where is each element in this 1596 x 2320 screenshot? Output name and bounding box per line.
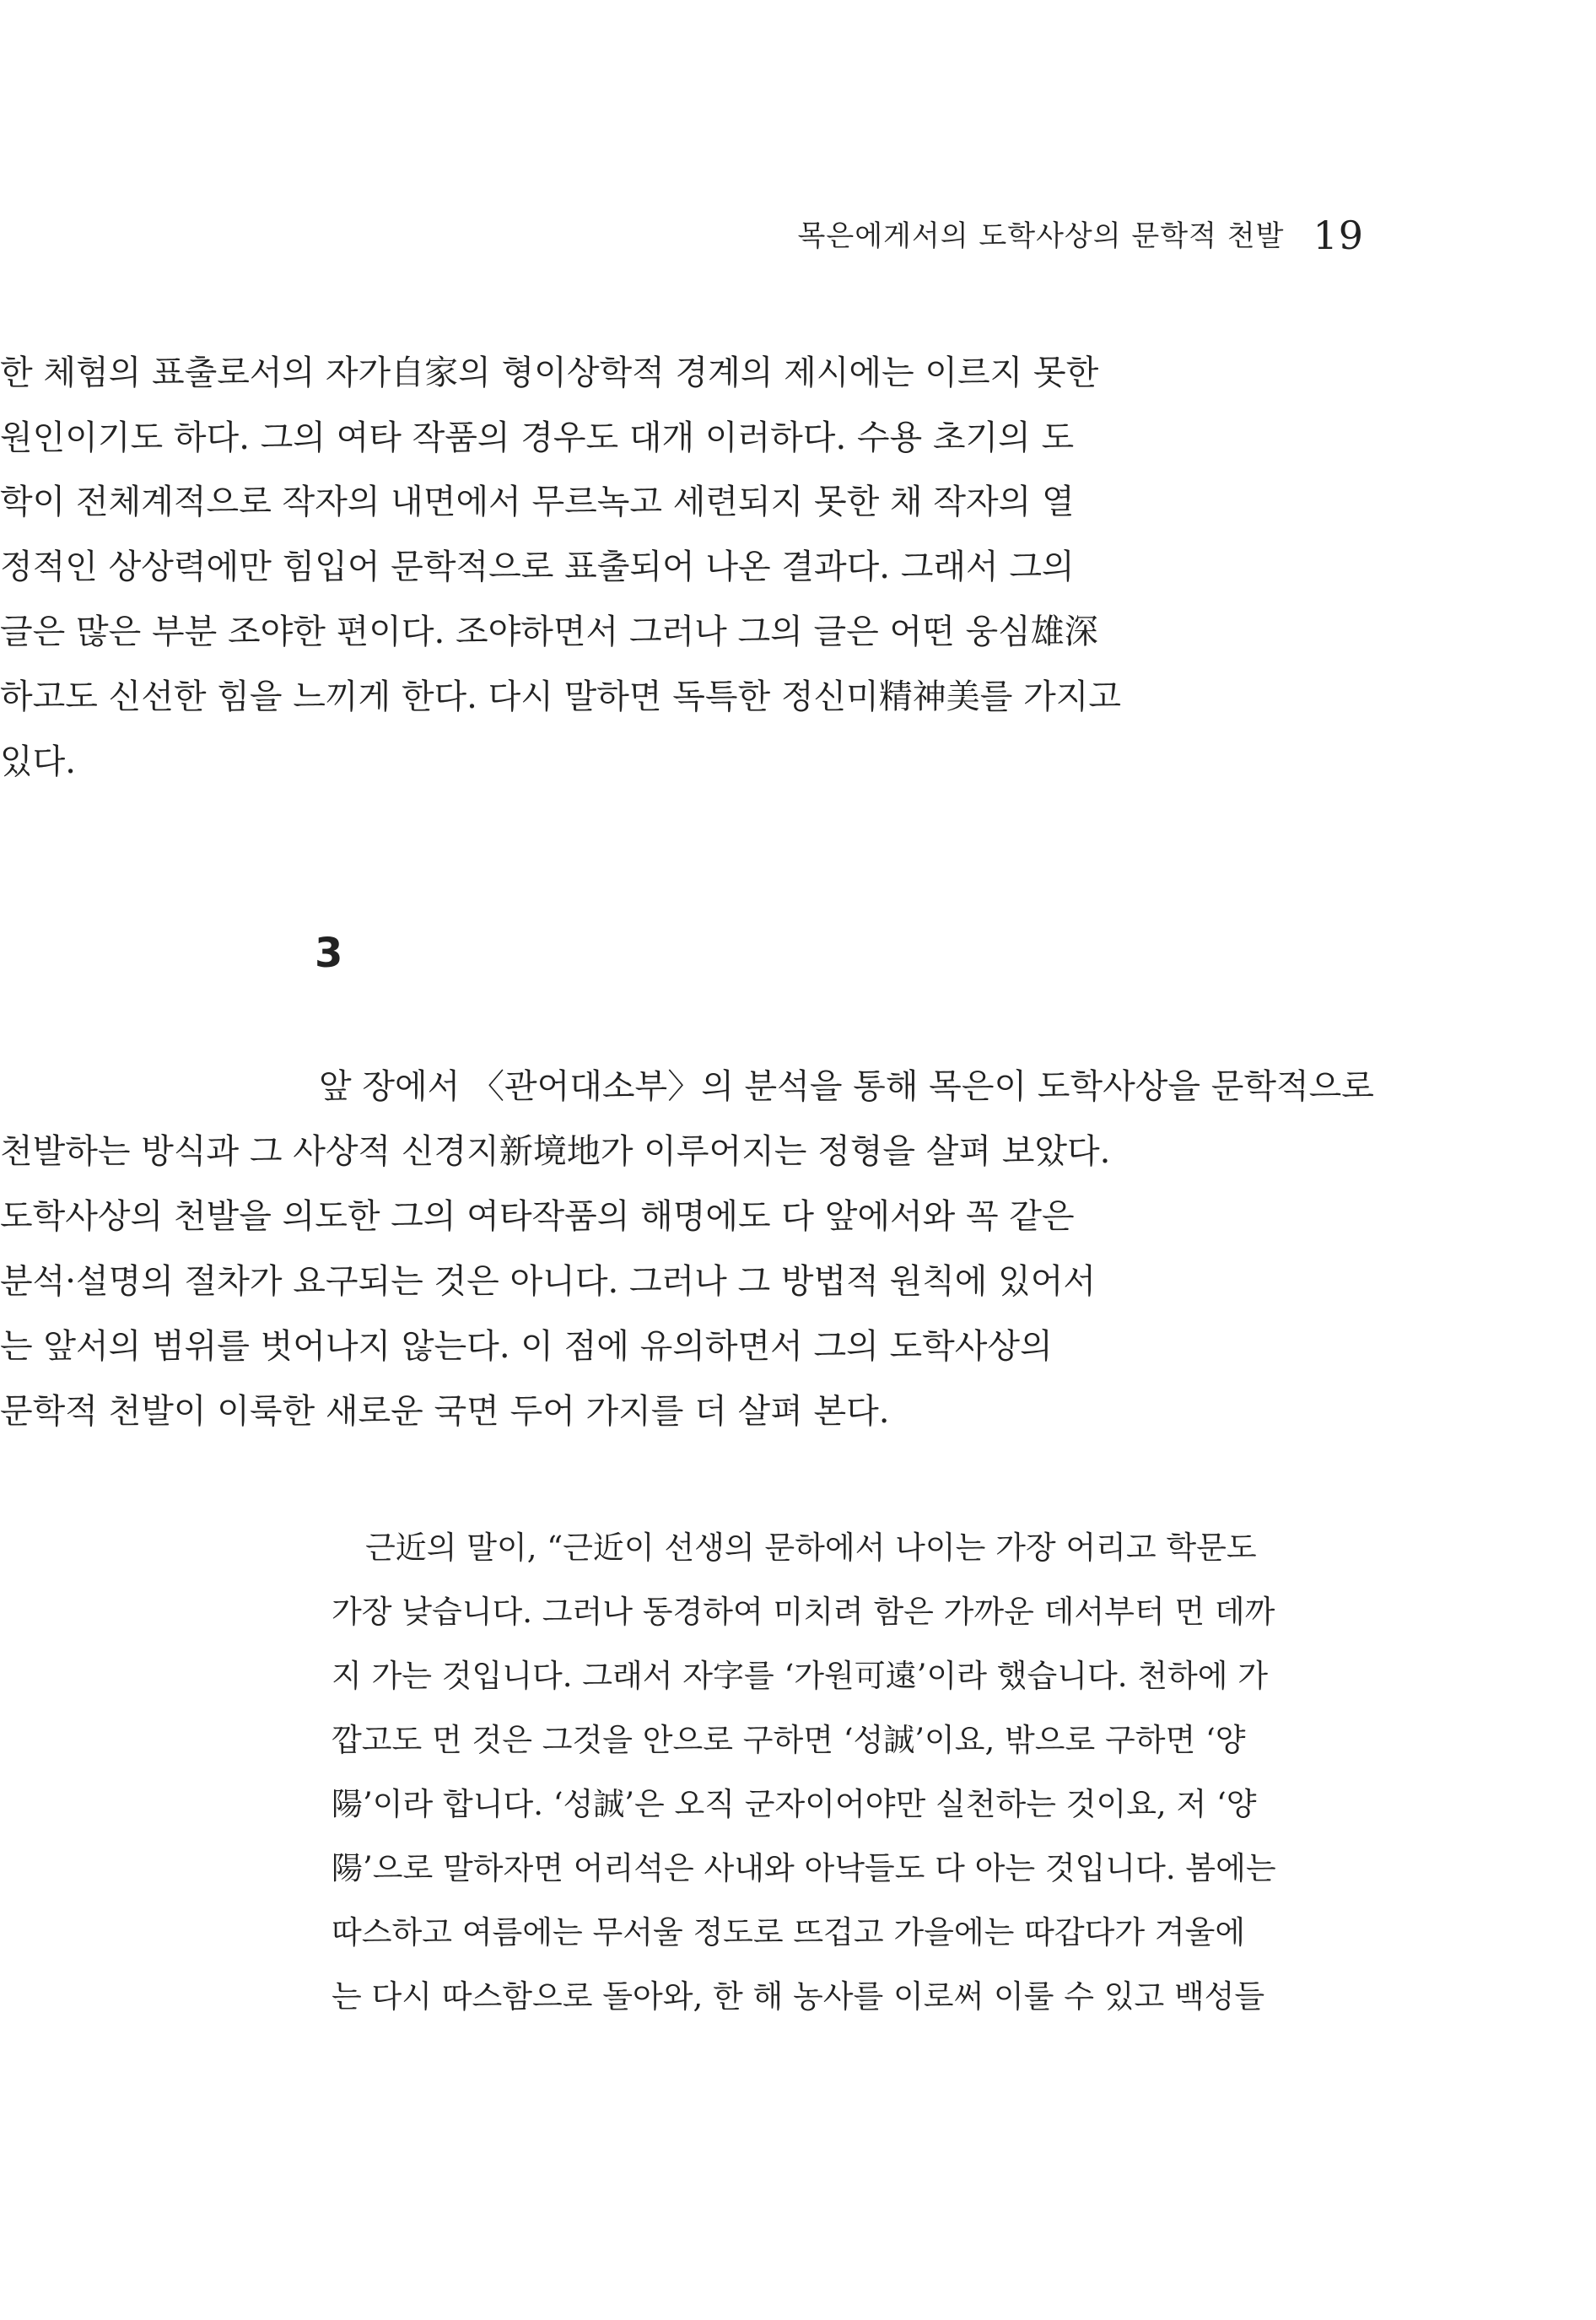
quote-line: 근近의 말이, “근近이 선생의 문하에서 나이는 가장 어리고 학문도 — [365, 1530, 1257, 1566]
quote-line: 는 다시 따스함으로 돌아와, 한 해 농사를 이로써 이룰 수 있고 백성들 — [332, 1978, 1265, 2015]
text-line: 정적인 상상력에만 힘입어 문학적으로 표출되어 나온 결과다. 그래서 그의 — [0, 548, 1075, 586]
running-title: 목은에게서의 도학사상의 문학적 천발 — [797, 219, 1285, 253]
text-line: 분석·설명의 절차가 요구되는 것은 아니다. 그러나 그 방법적 원칙에 있어서 — [0, 1262, 1097, 1301]
running-header — [797, 209, 1364, 258]
text-line: 한 체험의 표출로서의 자가自家의 형이상학적 경계의 제시에는 이르지 못한 — [0, 353, 1099, 392]
page-number: 19 — [1313, 213, 1364, 258]
text-line: 원인이기도 하다. 그의 여타 작품의 경우도 대개 이러하다. 수용 초기의 도 — [0, 418, 1075, 457]
section-number: 3 — [315, 930, 343, 977]
text-line: 천발하는 방식과 그 사상적 신경지新境地가 이루어지는 정형을 살펴 보았다. — [0, 1132, 1111, 1171]
text-line: 는 앞서의 범위를 벗어나지 않는다. 이 점에 유의하면서 그의 도학사상의 — [0, 1327, 1053, 1366]
quote-line: 깝고도 먼 것은 그것을 안으로 구하면 ‘성誠’이요, 밖으로 구하면 ‘양 — [332, 1722, 1246, 1758]
quote-line: 따스하고 여름에는 무서울 정도로 뜨겁고 가을에는 따갑다가 겨울에 — [332, 1914, 1246, 1950]
text-line: 글은 많은 부분 조야한 편이다. 조야하면서 그러나 그의 글은 어떤 웅심雄深 — [0, 612, 1098, 651]
text-line: 앞 장에서 〈관어대소부〉의 분석을 통해 목은이 도학사상을 문학적으로 — [319, 1067, 1374, 1106]
text-line: 있다. — [0, 742, 76, 781]
text-line: 하고도 신선한 힘을 느끼게 한다. 다시 말하면 독특한 정신미精神美를 가지고 — [0, 677, 1122, 716]
quote-line: 陽’으로 말하자면 어리석은 사내와 아낙들도 다 아는 것입니다. 봄에는 — [332, 1850, 1276, 1886]
text-line: 문학적 천발이 이룩한 새로운 국면 두어 가지를 더 살펴 본다. — [0, 1392, 890, 1431]
quote-line: 陽’이라 합니다. ‘성誠’은 오직 군자이어야만 실천하는 것이요, 저 ‘양 — [332, 1786, 1257, 1822]
text-line: 도학사상의 천발을 의도한 그의 여타작품의 해명에도 다 앞에서와 꼭 같은 — [0, 1197, 1075, 1236]
quote-line: 지 가는 것입니다. 그래서 자字를 ‘가원可遠’이라 했습니다. 천하에 가 — [332, 1658, 1268, 1694]
text-line: 학이 전체계적으로 작자의 내면에서 무르녹고 세련되지 못한 채 작자의 열 — [0, 483, 1075, 521]
quote-line: 가장 낮습니다. 그러나 동경하여 미치려 함은 가까운 데서부터 먼 데까 — [332, 1594, 1275, 1630]
